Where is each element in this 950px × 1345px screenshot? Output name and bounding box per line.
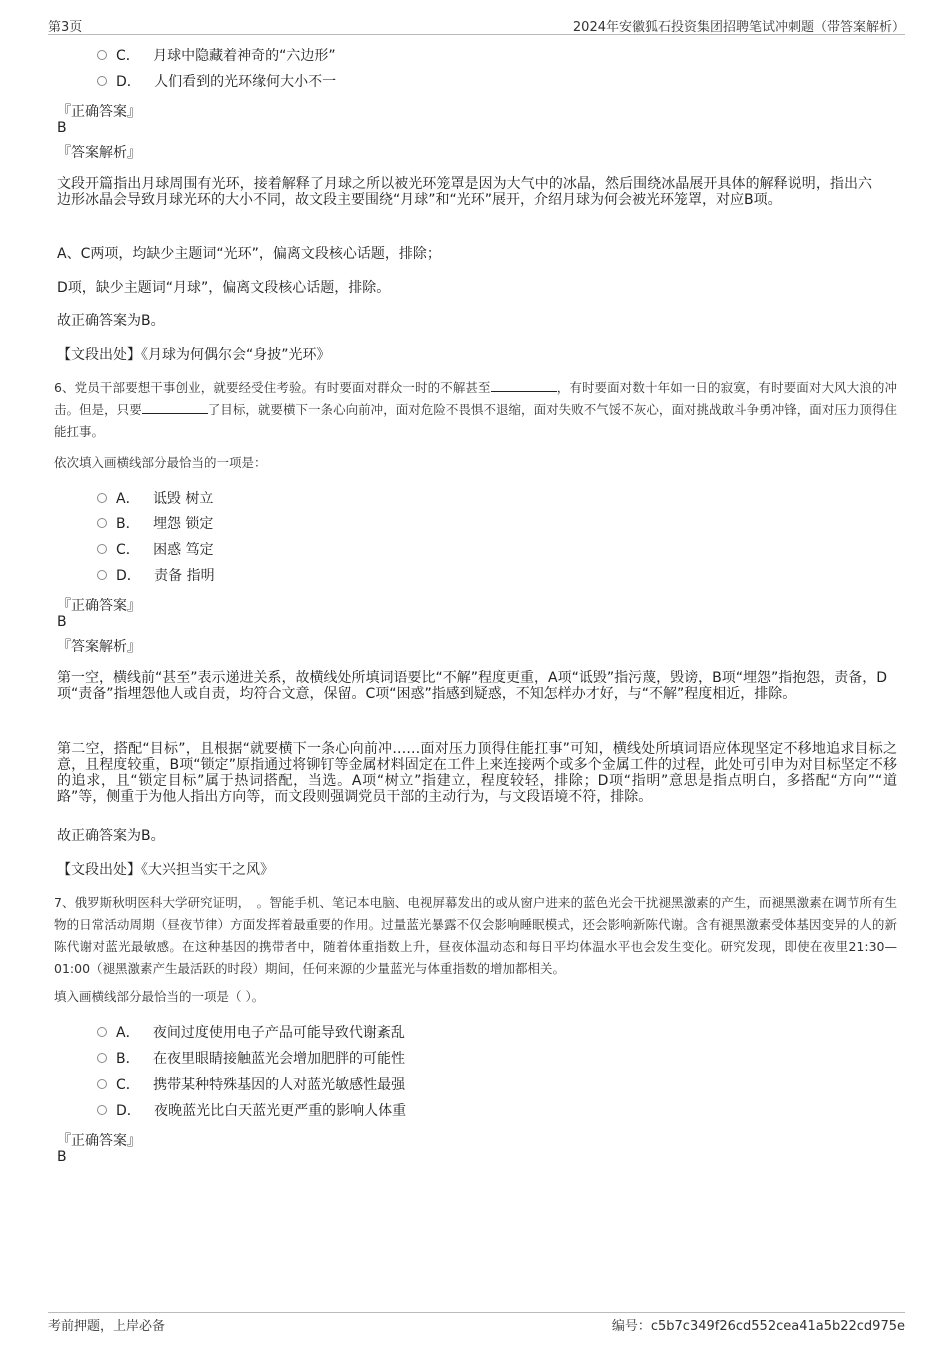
q6-analysis-para-3: 故正确答案为B。 [57,828,165,844]
q6-answer-label: 『正确答案』 [57,598,141,614]
q5-answer-label: 『正确答案』 [57,104,141,120]
option-text: 夜间过度使用电子产品可能导致代谢紊乱 [152,1025,405,1041]
q6-analysis-label: 『答案解析』 [57,639,141,655]
option-text: 月球中隐藏着神奇的“六边形” [153,48,336,64]
radio-icon[interactable] [97,518,107,528]
q7-answer-label: 『正确答案』 [57,1133,141,1149]
option-key: A． [116,491,140,507]
radio-icon[interactable] [97,50,107,60]
footer-slogan: 考前押题，上岸必备 [48,1319,166,1334]
radio-icon[interactable] [97,493,107,503]
option-text: 诋毁 树立 [152,491,214,507]
page-number: 第3页 [48,20,83,35]
q5-source: 【文段出处】《月球为何偶尔会“身披”光环》 [57,347,331,363]
q7-option-b[interactable] [97,1049,405,1069]
document-code: 编号：c5b7c349f26cd552cea41a5b22cd975e [611,1319,905,1334]
q6-option-a[interactable] [97,489,213,509]
blank-2 [142,401,208,414]
option-text: 人们看到的光环缘何大小不一 [154,74,337,90]
q7-stem: 7、俄罗斯秋明医科大学研究证明， 。智能手机、笔记本电脑、电视屏幕发出的或从窗户进来的蓝色光会干扰褪黑激素的产生，而褪黑激素在调节所有生物的日常活动周期（昼夜节律）方面发挥着最重要的作用。过量蓝光暴露不仅会影响睡眠模式，还会影响新陈代谢。含有褪黑激素受体基因变异的人的新陈代谢对蓝光最敏感。在这种基因的携带者中，随着体重指数上升，昼夜体温动态和每日平均体温水平也会发生变化。研究发现，即使在夜里21:30—01:00（褪黑激素产生最活跃的时段）期间，任何来源的少量蓝光与体重指数的增加都相关。 [54,895,897,976]
option-text: 夜晚蓝光比白天蓝光更严重的影响人体重 [154,1103,407,1119]
blank-1 [491,379,557,392]
q7-option-d[interactable] [97,1101,406,1121]
option-key: D． [116,1103,141,1119]
q7-option-c[interactable] [97,1075,405,1095]
q6-option-d[interactable] [97,566,215,586]
q5-analysis-para-3: D项，缺少主题词“月球”，偏离文段核心话题，排除。 [57,280,391,296]
radio-icon[interactable] [97,1079,107,1089]
q6-stem-part-2: ，有时要面对数十年如一日的寂寞，有时要面对大风大浪的冲击。但是，只要 [54,380,897,417]
option-text: 责备 指明 [154,568,215,584]
radio-icon[interactable] [97,1053,107,1063]
q6-answer: B [57,614,67,630]
q6-analysis-para-2: 第二空，搭配“目标”，且根据“就要横下一条心向前冲……面对压力顶得住能扛事”可知，横线处所填词语应体现坚定不移地追求目标之意，且程度较重，B项“锁定”原指通过将铆钉等金属材料固定在工件上来连接两个或多个金属工件的过程，此处可引申为对目标坚定不移的追求，且“锁定目标”属于热词搭配，当选。A项“树立”指建立，程度较轻，排除；D项“指明”意思是指点明白，多搭配“方向”“道路”等，侧重于为他人指出方向等，而文段则强调党员干部的主动行为，与文段语境不符，排除。 [57,741,897,805]
option-key: A． [116,1025,140,1041]
option-text: 困惑 笃定 [153,542,214,558]
option-key: B． [116,516,140,532]
q7-option-a[interactable] [97,1023,405,1043]
q6-option-b[interactable] [97,514,213,534]
q5-analysis-label: 『答案解析』 [57,145,141,161]
q7-prompt: 填入画横线部分最恰当的一项是（ ）。 [54,989,265,1004]
option-key: C． [116,542,140,558]
q7-answer: B [57,1149,67,1165]
q6-source: 【文段出处】《大兴担当实干之风》 [57,862,274,878]
q5-option-d[interactable] [97,72,336,92]
q6-prompt: 依次填入画横线部分最恰当的一项是： [54,455,267,470]
radio-icon[interactable] [97,76,107,86]
option-text: 埋怨 锁定 [152,516,214,532]
q6-stem [54,377,897,443]
q5-analysis-para-1: 文段开篇指出月球周围有光环，接着解释了月球之所以被光环笼罩是因为大气中的冰晶，然后围绕冰晶展开具体的解释说明，指出六边形冰晶会导致月球光环的大小不同，故文段主要围绕“月球”和“光环”展开，介绍月球为何会被光环笼罩，对应B项。 [57,176,872,208]
q6-option-c[interactable] [97,540,214,560]
option-key: D． [116,568,141,584]
option-key: C． [116,48,140,64]
q6-analysis-para-1: 第一空，横线前“甚至”表示递进关系，故横线处所填词语要比“不解”程度更重，A项“诋毁”指污蔑，毁谤，B项“埋怨”指抱怨，责备，D项“责备”指埋怨他人或自责，均符合文意，保留。C项“困惑”指感到疑惑，不知怎样办才好，与“不解”程度相近，排除。 [57,670,887,702]
option-key: B． [116,1051,140,1067]
page-footer [48,1312,905,1335]
radio-icon[interactable] [97,544,107,554]
q5-option-c[interactable] [97,46,336,66]
option-text: 携带某种特殊基因的人对蓝光敏感性最强 [153,1077,406,1093]
radio-icon[interactable] [97,1027,107,1037]
option-key: C． [116,1077,140,1093]
radio-icon[interactable] [97,1105,107,1115]
document-title: 2024年安徽狐石投资集团招聘笔试冲刺题（带答案解析） [572,20,905,35]
option-text: 在夜里眼睛接触蓝光会增加肥胖的可能性 [152,1051,405,1067]
option-key: D． [116,74,141,90]
q5-analysis-para-2: A、C两项，均缺少主题词“光环”，偏离文段核心话题，排除； [57,246,441,262]
page-header [48,14,905,35]
q6-stem-part-1: 6、党员干部要想干事创业，就要经受住考验。有时要面对群众一时的不解甚至 [54,380,491,395]
radio-icon[interactable] [97,570,107,580]
q6-stem-part-3: 了目标，就要横下一条心向前冲，面对危险不畏惧不退缩，面对失败不气馁不灰心，面对挑战敢斗争勇冲锋，面对压力顶得住能扛事。 [54,402,897,439]
q5-answer: B [57,120,67,136]
q5-analysis-para-4: 故正确答案为B。 [57,313,165,329]
